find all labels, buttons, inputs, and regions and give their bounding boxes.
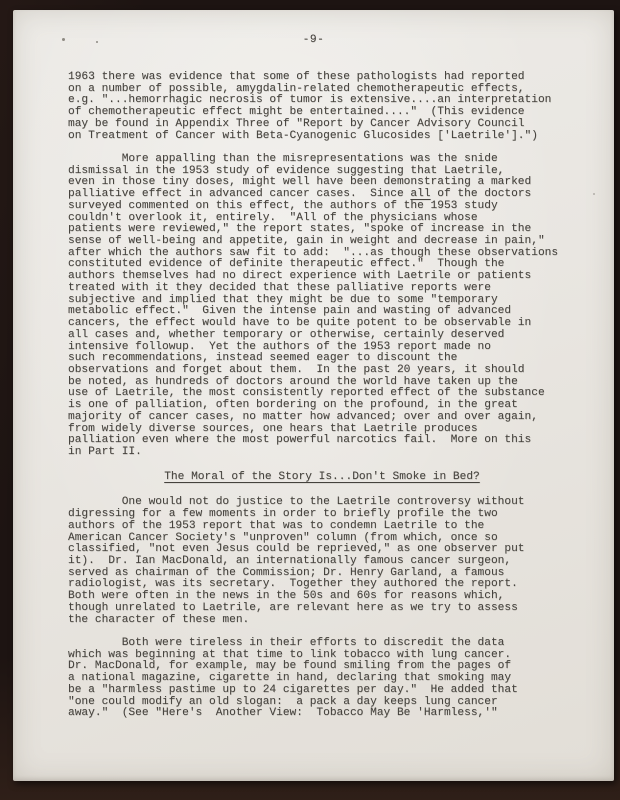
section-heading-text: The Moral of the Story Is...Don't Smoke in Bed?: [164, 470, 480, 483]
text-line: from widely diverse sources, one hears that Laetrile produces: [68, 422, 478, 435]
text-line: dismissal in the 1953 study of evidence suggesting that Laetrile,: [68, 164, 505, 177]
text-line: such recommendations, instead seemed eager to discount the: [68, 352, 458, 365]
text-line: radiologist, was its secretary. Together they authored the report.: [68, 578, 518, 591]
text-line: after which the authors saw fit to add: "...as though these observations: [68, 246, 559, 259]
paragraph: [68, 154, 576, 459]
underlined-text: all: [410, 188, 431, 201]
document-page: [13, 10, 614, 781]
text-line: constituted evidence of definite therapeutic effect." Though the: [68, 258, 505, 271]
text-line: digressing for a few moments in order to briefly profile the two: [68, 508, 498, 521]
text-line: patients were reviewed," the report states, "spoke of increase in the: [68, 223, 532, 236]
text-line: majority of cancer cases, no matter how advanced; over and over again,: [68, 410, 538, 423]
text-line: authors of the 1953 report that was to condemn Laetrile to the: [68, 519, 485, 532]
text-line: Both were often in the news in the 50s and 60s for reasons which,: [68, 590, 505, 603]
section-heading: [68, 472, 576, 484]
page-number: -9-: [302, 34, 325, 46]
text-line: e.g. "...hemorrhagic necrosis of tumor is extensive....an interpretation: [68, 94, 552, 107]
text-line: all cases and, whether temporary or otherwise, certainly deserved: [68, 328, 505, 341]
text-line: 1963 there was evidence that some of these pathologists had reported: [68, 71, 525, 83]
text-line: American Cancer Society's "unproven" column (from which, once so: [68, 531, 498, 544]
text-line: of chemotherapeutic effect might be entertained...." (This evidence: [68, 106, 525, 119]
text-line: may be found in Appendix Three of "Report by Cancer Advisory Council: [68, 117, 525, 130]
paragraph: [68, 638, 576, 720]
text-line: sense of well-being and appetite, gain in weight and decrease in pain,": [68, 235, 545, 248]
text-line: which was beginning at that time to link tobacco with lung cancer.: [68, 648, 512, 661]
text-line: even in those tiny doses, might well have been demonstrating a marked: [68, 176, 532, 189]
text-line: in Part II.: [68, 445, 142, 458]
text-line: authors themselves had no direct experience with Laetrile or patients: [68, 270, 532, 283]
text-line: served as chairman of the Commission; Dr. Henry Garland, a famous: [68, 566, 505, 579]
text-line: be a "harmless pastime up to 24 cigarettes per day." He added that: [68, 683, 518, 696]
text-line: intensive followup. Yet the authors of the 1953 report made no: [68, 340, 491, 353]
document-body: [68, 72, 576, 732]
text-line: it). Dr. Ian MacDonald, an internationally famous cancer surgeon,: [68, 555, 512, 567]
text-line: couldn't overlook it, entirely. "All of the physicians whose: [68, 211, 478, 224]
text-line: away." (See "Here's Another View: Tobacco May Be 'Harmless,'": [68, 707, 498, 720]
text-line: palliative effect in advanced cancer cases. Since all of the doctors: [68, 188, 532, 201]
text-line: One would not do justice to the Laetrile controversy without: [68, 496, 525, 509]
text-line: Dr. MacDonald, for example, may be found smiling from the pages of: [68, 660, 512, 673]
text-line: treated with it they decided that these palliative reports were: [68, 281, 491, 294]
text-line: on Treatment of Cancer with Beta-Cyanogenic Glucosides ['Laetrile']."): [68, 129, 538, 142]
text-line: a national magazine, cigarette in hand, declaring that smoking may: [68, 672, 512, 685]
text-line: "one could modify an old slogan: a pack a day keeps lung cancer: [68, 695, 498, 708]
text-line: though unrelated to Laetrile, are relevant here as we try to assess: [68, 601, 518, 614]
text-line: use of Laetrile, the most consistently reported effect of the substance: [68, 387, 545, 400]
paragraph: [68, 497, 576, 626]
text-line: on a number of possible, amygdalin-related chemotherapeutic effects,: [68, 82, 525, 95]
text-line: be noted, as hundreds of doctors around the world have taken up the: [68, 375, 518, 388]
text-line: classified, "not even Jesus could be reprieved," as one observer put: [68, 543, 525, 556]
text-line: More appalling than the misrepresentations was the snide: [68, 153, 498, 165]
text-line: palliation even where the most powerful narcotics fail. More on this: [68, 434, 532, 447]
text-line: metabolic effect." Given the intense pain and wasting of advanced: [68, 305, 512, 318]
text-line: cancers, the effect would have to be quite potent to be observable in: [68, 317, 532, 330]
text-line: is one of palliation, often bordering on the profound, in the great: [68, 399, 518, 412]
text-line: Both were tireless in their efforts to discredit the data: [68, 637, 505, 649]
paragraph: [68, 72, 576, 142]
text-line: the character of these men.: [68, 613, 250, 626]
text-line: subjective and implied that they might be due to some "temporary: [68, 293, 498, 306]
stray-mark: [593, 193, 595, 195]
text-line: observations and forget about them. In the past 20 years, it should: [68, 363, 525, 376]
text-line: surveyed commented on this effect, the authors of the 1953 study: [68, 199, 498, 212]
